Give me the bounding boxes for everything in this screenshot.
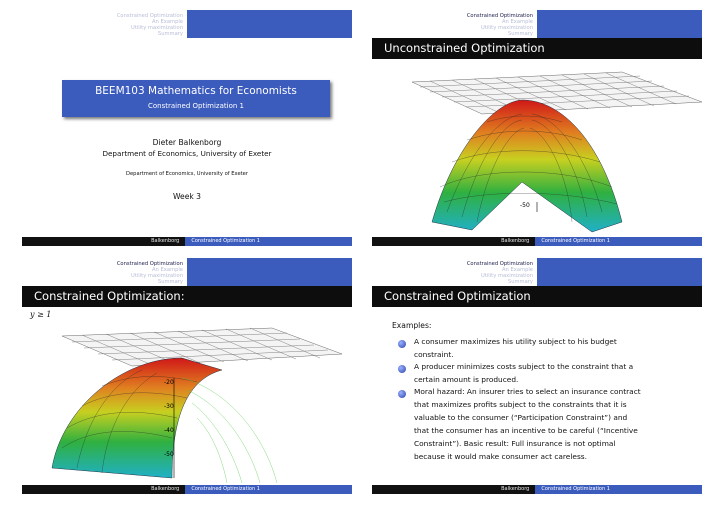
bullet-icon [398,390,406,398]
nav-item[interactable]: Utility maximization [131,273,183,279]
nav-item[interactable]: An Example [152,267,183,273]
nav-item[interactable]: An Example [502,267,533,273]
frame-title: Unconstrained Optimization [372,38,702,59]
example-line: certain amount is produced. [414,375,519,384]
footer-title: Constrained Optimization 1 [185,485,352,494]
institute-small: Department of Economics, University of Exeter [125,171,248,177]
footer-title: Constrained Optimization 1 [535,485,702,494]
example-line: that maximizes profits subject to the constraints that it is [414,400,627,409]
example-line: constraint. [414,350,454,359]
example-line: because it would make consumer act careless. [414,452,587,461]
nav-item[interactable]: Utility maximization [131,25,183,31]
nav-bar [372,10,702,38]
nav-bar [22,258,352,286]
nav-item[interactable]: An Example [502,19,533,25]
example-line: that the consumer has an incentive to be careful (“Incentive [414,426,638,435]
author: Dieter Balkenborg [152,138,222,147]
nav-item[interactable]: Summary [507,31,533,37]
title-box [62,80,330,117]
nav-bar [372,258,702,286]
axis-label: -30 [164,403,174,410]
nav-item[interactable]: Utility maximization [481,273,533,279]
institute: Department of Economics, University of Exeter [102,149,272,158]
constrained-plot [22,318,352,488]
nav-bar [22,10,352,38]
nav-item[interactable]: Constrained Optimization [466,13,533,19]
slide-constrained-plot [22,258,352,494]
axis-label: -50 [520,202,530,209]
constraint-label: y ≥ 1 [30,310,52,319]
example-line: valuable to the consumer (“Participation Constraint”) and [414,413,628,422]
slide-unconstrained [372,10,702,246]
tangent-plane [412,72,702,114]
frame-title: Constrained Optimization: [22,286,352,307]
footer [22,237,352,246]
axis-label: -20 [164,379,174,386]
bullet-icon [398,365,406,373]
bullet-icon [398,340,406,348]
footer-title: Constrained Optimization 1 [535,237,702,246]
footer [372,485,702,494]
presentation-subtitle: Constrained Optimization 1 [148,102,244,110]
example-line: Moral hazard: An insurer tries to select an insurance contract [414,387,641,396]
nav-item[interactable]: Summary [507,279,533,285]
axis-label: -50 [164,451,174,458]
example-line: A producer minimizes costs subject to the constraint that a [414,362,634,371]
examples-heading: Examples: [392,321,432,330]
slide-title [22,10,352,246]
nav-item[interactable]: An Example [152,19,183,25]
footer-author: Balkenborg [372,485,535,494]
tangent-plane [62,328,342,366]
footer-author: Balkenborg [372,237,535,246]
footer-title: Constrained Optimization 1 [185,237,352,246]
footer [372,237,702,246]
paraboloid-surface [432,100,622,232]
paraboloid-plot [372,62,702,242]
footer [22,485,352,494]
nav-item[interactable]: Constrained Optimization [116,13,183,19]
frame-title: Constrained Optimization [372,286,702,307]
footer-author: Balkenborg [22,237,185,246]
nav-item[interactable]: Constrained Optimization [116,261,183,267]
nav-item[interactable]: Constrained Optimization [466,261,533,267]
nav-item[interactable]: Utility maximization [481,25,533,31]
nav-item[interactable]: Summary [157,279,183,285]
footer-author: Balkenborg [22,485,185,494]
slide-examples [372,258,702,494]
example-line: Constraint”). Basic result: Full insurance is not optimal [414,439,616,448]
nav-item[interactable]: Summary [157,31,183,37]
axis-label: -40 [164,427,174,434]
date: Week 3 [172,192,202,201]
presentation-title: BEEM103 Mathematics for Economists [95,85,297,97]
constrained-surface [52,358,277,483]
example-line: A consumer maximizes his utility subject to his budget [414,337,617,346]
